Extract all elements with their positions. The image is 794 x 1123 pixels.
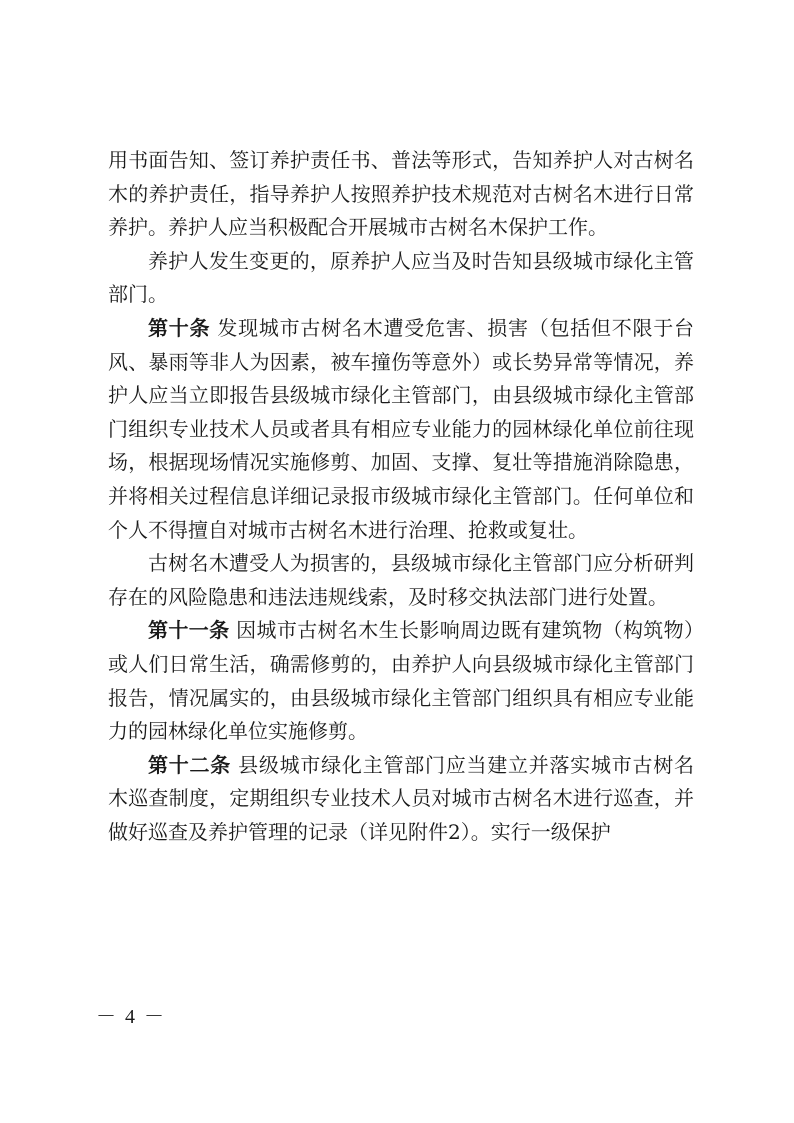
article-number: 第十一条 (148, 618, 230, 643)
article-12 (108, 749, 694, 850)
paragraph-text: 古树名木遭受人为损害的，县级城市绿化主管部门应分析研判存在的风险隐患和违法违规线索，及时移交执法部门进行处置。 (108, 551, 694, 609)
paragraph-text: 发现城市古树名木遭受危害、损害（包括但不限于台风、暴雨等非人为因素，被车撞伤等意外）或长势异常等情况，养护人应当立即报告县级城市绿化主管部门，由县级城市绿化主管部门组织专业技术人员或者具有相应专业能力的园林绿化单位前往现场，根据现场情况实施修剪、加固、支撑、复壮等措施消除隐患，并将相关过程信息详细记录报市级城市绿化主管部门。任何单位和个人不得擅自对城市古树名木进行治理、抢救或复壮。 (108, 315, 695, 542)
paragraph-continuation (108, 144, 694, 245)
page-number: － 4 － (96, 1006, 166, 1028)
paragraph-text: 用书面告知、签订养护责任书、普法等形式，告知养护人对古树名木的养护责任，指导养护人按照养护技术规范对古树名木进行日常养护。养护人应当积极配合开展城市古树名木保护工作。 (108, 148, 694, 240)
article-number: 第十二条 (148, 752, 232, 777)
article-10 (108, 312, 694, 547)
paragraph-text: 因城市古树名木生长影响周边既有建筑物（构筑物）或人们日常生活，确需修剪的，由养护人向县级城市绿化主管部门报告，情况属实的，由县级城市绿化主管部门组织具有相应专业能力的园林绿化单位实施修剪。 (108, 618, 695, 744)
paragraph-human-damage (108, 547, 694, 614)
paragraph-custodian-change (108, 245, 694, 312)
paragraph-text: 养护人发生变更的，原养护人应当及时告知县级城市绿化主管部门。 (108, 248, 694, 307)
article-11 (108, 614, 694, 748)
article-number: 第十条 (148, 315, 211, 340)
document-body (108, 144, 694, 849)
paragraph-text: 县级城市绿化主管部门应当建立并落实城市古树名木巡查制度，定期组织专业技术人员对城市古树名木进行巡查，并做好巡查及养护管理的记录（详见附件2）。实行一级保护 (108, 752, 695, 844)
